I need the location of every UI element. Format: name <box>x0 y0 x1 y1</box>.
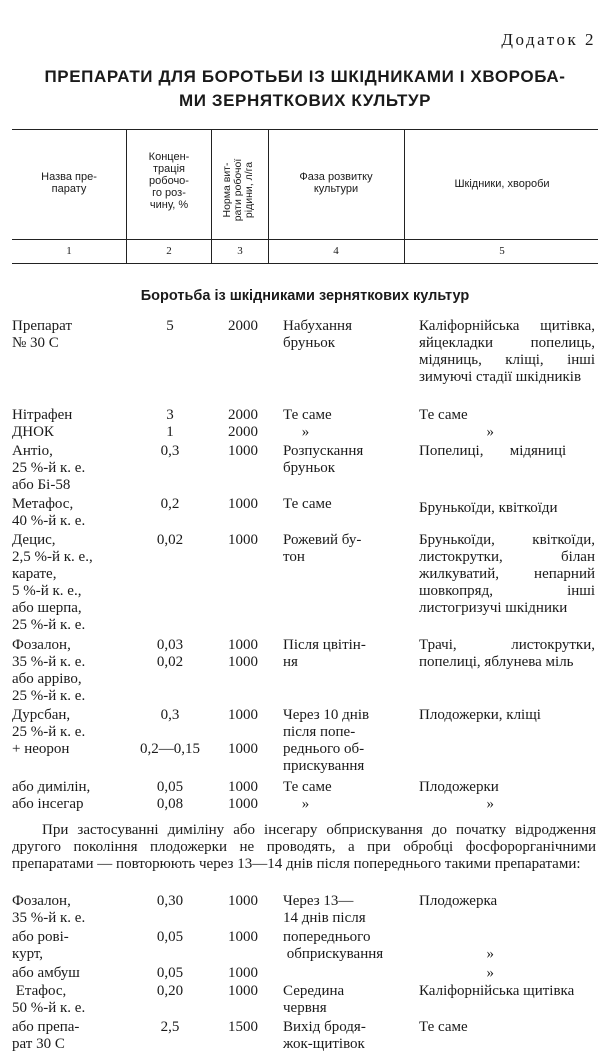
cell-concentration: 0,05 <box>156 965 184 981</box>
cell-name: Метафос, 40 %-й к. е. <box>12 496 86 529</box>
cell-name: або амбуш <box>12 965 80 981</box>
cell-phase: Те саме » <box>283 779 332 812</box>
cell-phase: Рожевий бу- тон <box>283 532 362 565</box>
cell-concentration: 2,5 <box>160 1019 180 1035</box>
col-divider <box>126 129 127 263</box>
cell-name: Етафос, 50 %-й к. е. <box>12 983 86 1016</box>
cell-phase: Через 13— 14 днів після <box>283 893 366 926</box>
col-divider <box>404 129 405 263</box>
header-top-rule <box>12 129 598 130</box>
note-paragraph: При застосуванні диміліну або інсегару обприскування до початку відродження другого покоління плодожерки не проводять, а при обробці фосфорорганічними препаратами — повторюють через 13—14 днів після попереднього такими препаратами: <box>12 822 596 872</box>
cell-concentration: 0,02 <box>156 532 184 548</box>
cell-rate: 1000 <box>228 929 258 945</box>
cell-name: Препарат № 30 С <box>12 318 72 351</box>
cell-name: Антіо, 25 %-й к. е. або Бі-58 <box>12 443 86 493</box>
cell-name: Нітрафен ДНОК <box>12 407 73 440</box>
col-number: 5 <box>499 245 505 257</box>
section-title: Боротьба із шкідниками зерняткових культур <box>140 288 470 304</box>
col-divider <box>211 129 212 263</box>
header-rate: Норма вит- рати робочої рідини, л/га <box>221 158 255 222</box>
header-name: Назва пре- парату <box>41 171 97 195</box>
cell-rate: 1000 <box>228 965 258 981</box>
cell-pests: Плодожерки, кліщі <box>419 707 541 723</box>
cell-name: Фозалон, 35 %-й к. е. або арріво, 25 %-й к. е. <box>12 637 86 704</box>
cell-phase: Через 10 днів після попе- реднього об- прискування <box>283 707 370 774</box>
cell-pests: Каліфорнійська щитівка <box>419 983 575 999</box>
col-number: 2 <box>166 245 172 257</box>
cell-name: Фозалон, 35 %-й к. е. <box>12 893 86 926</box>
cell-rate: 1500 <box>228 1019 258 1035</box>
header-phase: Фаза розвитку культури <box>299 171 373 195</box>
cell-concentration: 0,05 <box>156 929 184 945</box>
cell-phase: попереднього обприскування <box>283 929 384 962</box>
cell-phase: Те саме » <box>283 407 332 440</box>
col-number: 3 <box>237 245 243 257</box>
cell-concentration: 0,03 0,02 <box>156 637 184 670</box>
cell-pests: Те саме » <box>419 407 494 440</box>
col-divider <box>268 129 269 263</box>
cell-phase: Набухання бруньок <box>283 318 352 351</box>
cell-name: або ровi- курт, <box>12 929 69 962</box>
cell-rate: 1000 <box>228 443 258 459</box>
cell-pests: Плодожерки » <box>419 779 499 812</box>
cell-rate: 2000 <box>228 318 258 334</box>
header-concentration: Концен- трація робочо- го роз- чину, % <box>148 151 190 211</box>
page-title-line1: ПРЕПАРАТИ ДЛЯ БОРОТЬБИ ІЗ ШКІДНИКАМИ І ХВОРОБА- <box>44 67 566 86</box>
cell-name: Децис, 2,5 %-й к. е., карате, 5 %-й к. е., або шерпа, 25 %-й к. е. <box>12 532 93 633</box>
cell-phase: Вихід бродя- жок-щитівок <box>283 1019 366 1052</box>
cell-rate: 1000 <box>228 496 258 512</box>
cell-concentration: 0,30 <box>156 893 184 909</box>
cell-rate: 1000 <box>228 893 258 909</box>
cell-concentration: 0,20 <box>156 983 184 999</box>
cell-rate: 2000 2000 <box>228 407 258 440</box>
cell-pests: Те саме <box>419 1019 468 1035</box>
cell-concentration: 5 <box>166 318 174 334</box>
col-number: 1 <box>66 245 72 257</box>
cell-concentration: 0,3 <box>160 443 180 459</box>
cell-concentration: 0,2 <box>160 496 180 512</box>
cell-rate: 1000 1000 <box>228 707 258 757</box>
header-mid-rule <box>12 239 598 240</box>
cell-pests: Брунькоїди, квіткоїди, листокрутки, білан жилкуватий, непарний шовкопряд, інші листогризучі шкідники <box>419 532 595 616</box>
cell-name: або димілін, або інсегар <box>12 779 91 812</box>
cell-phase: Середина червня <box>283 983 345 1016</box>
appendix-label: Додаток 2 <box>501 30 596 49</box>
cell-pests: » <box>486 946 494 962</box>
cell-phase: Те саме <box>283 496 332 512</box>
cell-pests: » <box>419 965 494 981</box>
cell-concentration: 0,05 0,08 <box>156 779 184 812</box>
cell-pests: Попелиці, мідяниці <box>419 443 567 459</box>
cell-phase: Розпускання бруньок <box>283 443 364 476</box>
cell-rate: 1000 1000 <box>228 637 258 670</box>
cell-rate: 1000 1000 <box>228 779 258 812</box>
cell-concentration: 0,3 0,2—0,15 <box>140 707 200 757</box>
col-number: 4 <box>333 245 339 257</box>
cell-pests: Плодожерка <box>419 893 498 909</box>
page-title-line2: МИ ЗЕРНЯТКОВИХ КУЛЬТУР <box>178 91 432 110</box>
cell-rate: 1000 <box>228 532 258 548</box>
header-pests: Шкідники, хвороби <box>454 178 550 190</box>
cell-name: або препа- рат 30 С <box>12 1019 80 1052</box>
cell-rate: 1000 <box>228 983 258 999</box>
cell-name: Дурсбан, 25 %-й к. е. + неорон <box>12 707 86 757</box>
cell-pests: Каліфорнійська щитівка, яйцекладки попелиць, мідяниць, кліщі, інші зимуючі стадії шкідників <box>419 318 595 385</box>
header-bottom-rule <box>12 263 598 264</box>
cell-pests: Трачі, листокрутки, попелиці, яблунева міль <box>419 637 595 670</box>
cell-concentration: 3 1 <box>166 407 174 440</box>
cell-pests: Брунькоїди, квіткоїди <box>419 500 558 516</box>
cell-phase: Після цвітін- ня <box>283 637 366 670</box>
